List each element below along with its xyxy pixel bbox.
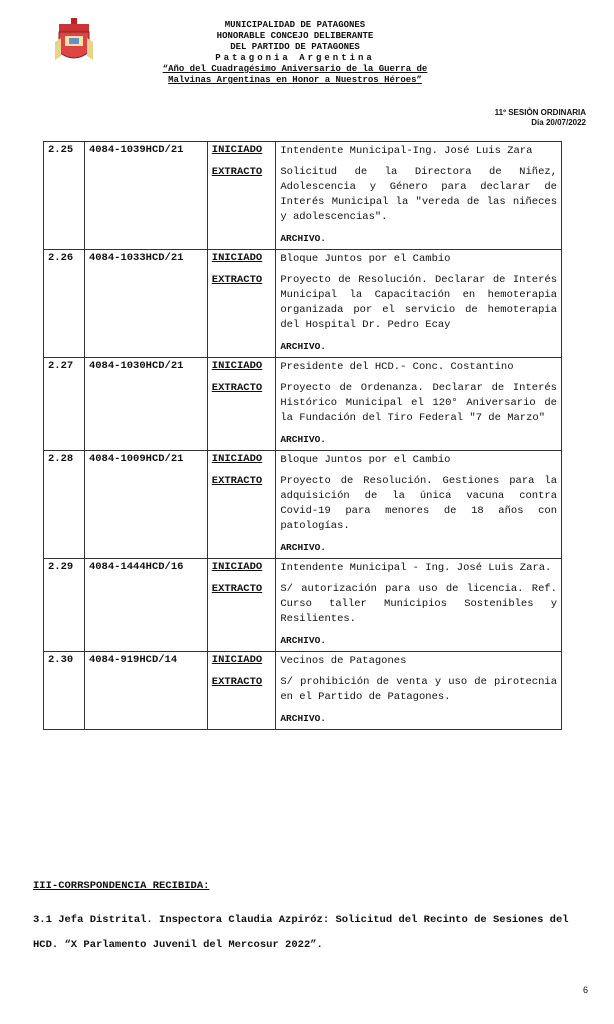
record-archivo: ARCHIVO. xyxy=(280,713,326,724)
label-iniciado: INICIADO xyxy=(211,654,263,666)
record-tags xyxy=(207,652,276,730)
header-line-district: DEL PARTIDO DE PATAGONES xyxy=(230,42,360,52)
record-iniciado: Bloque Juntos por el Cambio xyxy=(280,454,451,466)
record-extracto: Proyecto de Resolución. Gestiones para la adquisición de la única vacuna contra Covid-19 para menores de 18 años con patologías. xyxy=(280,475,557,532)
record-tags xyxy=(207,142,276,250)
record-iniciado: Bloque Juntos por el Cambio xyxy=(280,253,451,265)
record-expediente: 4084-1009HCD/21 xyxy=(84,451,207,559)
record-number: 2.29 xyxy=(44,559,85,652)
record-description xyxy=(276,358,562,451)
record-expediente: 4084-919HCD/14 xyxy=(84,652,207,730)
record-description xyxy=(276,250,562,358)
record-archivo: ARCHIVO. xyxy=(280,341,326,352)
session-info xyxy=(495,108,586,128)
header-line-region: Patagonia Argentina xyxy=(215,53,375,63)
session-date: Día 20/07/2022 xyxy=(531,118,586,127)
record-extracto: S/ prohibición de venta y uso de pirotecnia en el Partido de Patagones. xyxy=(280,676,557,703)
record-description xyxy=(276,142,562,250)
record-number: 2.26 xyxy=(44,250,85,358)
record-number: 2.30 xyxy=(44,652,85,730)
record-archivo: ARCHIVO. xyxy=(280,635,326,646)
section-title: III-CORRSPONDENCIA RECIBIDA: xyxy=(33,880,210,892)
record-archivo: ARCHIVO. xyxy=(280,434,326,445)
label-iniciado: INICIADO xyxy=(211,144,263,156)
record-archivo: ARCHIVO. xyxy=(280,542,326,553)
header-line-council: HONORABLE CONCEJO DELIBERANTE xyxy=(216,31,374,41)
records-table xyxy=(43,141,562,730)
record-description xyxy=(276,451,562,559)
table-row xyxy=(44,652,562,730)
record-expediente: 4084-1033HCD/21 xyxy=(84,250,207,358)
record-number: 2.25 xyxy=(44,142,85,250)
label-extracto: EXTRACTO xyxy=(211,274,263,286)
record-tags xyxy=(207,358,276,451)
label-iniciado: INICIADO xyxy=(211,252,263,264)
record-iniciado: Intendente Municipal-Ing. José Luis Zara xyxy=(280,145,533,157)
record-iniciado: Vecinos de Patagones xyxy=(280,655,407,667)
record-expediente: 4084-1030HCD/21 xyxy=(84,358,207,451)
record-iniciado: Intendente Municipal - Ing. José Luis Zara. xyxy=(280,562,552,574)
table-row xyxy=(44,451,562,559)
label-iniciado: INICIADO xyxy=(211,453,263,465)
table-row xyxy=(44,250,562,358)
record-extracto: Solicitud de la Directora de Niñez, Adolescencia y Género para declarar de Interés Municipal la "vereda de las niñeces y adolescencias". xyxy=(280,166,557,223)
header-text xyxy=(150,20,440,86)
session-name: 11º SESIÒN ORDINARIA xyxy=(494,108,586,117)
label-extracto: EXTRACTO xyxy=(211,475,263,487)
section-body: 3.1 Jefa Distrital. Inspectora Claudia Azpiróz: Solicitud del Recinto de Sesiones del HCD. “X Parlamento Juvenil del Mercosur 2022”. xyxy=(33,914,569,951)
table-row xyxy=(44,559,562,652)
table-row xyxy=(44,358,562,451)
label-iniciado: INICIADO xyxy=(211,360,263,372)
label-extracto: EXTRACTO xyxy=(211,676,263,688)
record-description xyxy=(276,652,562,730)
record-extracto: Proyecto de Resolución. Declarar de Interés Municipal la Capacitación en hemoterapia organizada por el servicio de hemoterapia del Hospital Dr. Pedro Ecay xyxy=(280,274,557,331)
record-tags xyxy=(207,559,276,652)
record-extracto: S/ autorización para uso de licencia. Ref. Curso taller Municipios Sostenibles y Resilientes. xyxy=(280,583,557,625)
record-extracto: Proyecto de Ordenanza. Declarar de Interés Histórico Municipal el 120° Aniversario de la Fundación del Tiro Federal "7 de Marzo" xyxy=(280,382,557,424)
record-description xyxy=(276,559,562,652)
record-expediente: 4084-1444HCD/16 xyxy=(84,559,207,652)
record-number: 2.27 xyxy=(44,358,85,451)
municipal-seal-icon xyxy=(55,18,93,68)
record-number: 2.28 xyxy=(44,451,85,559)
page-number: 6 xyxy=(582,985,588,995)
record-tags xyxy=(207,451,276,559)
label-extracto: EXTRACTO xyxy=(211,382,263,394)
record-tags xyxy=(207,250,276,358)
label-extracto: EXTRACTO xyxy=(211,583,263,595)
header-line-motto-1: “Año del Cuadragésimo Aniversario de la Guerra de xyxy=(162,64,428,74)
table-row xyxy=(44,142,562,250)
header-line-motto-2: Malvinas Argentinas en Honor a Nuestros Héroes” xyxy=(168,75,422,85)
label-iniciado: INICIADO xyxy=(211,561,263,573)
label-extracto: EXTRACTO xyxy=(211,166,263,178)
record-iniciado: Presidente del HCD.- Conc. Costantino xyxy=(280,361,514,373)
header-line-municipality: MUNICIPALIDAD DE PATAGONES xyxy=(224,20,366,30)
record-expediente: 4084-1039HCD/21 xyxy=(84,142,207,250)
record-archivo: ARCHIVO. xyxy=(280,233,326,244)
